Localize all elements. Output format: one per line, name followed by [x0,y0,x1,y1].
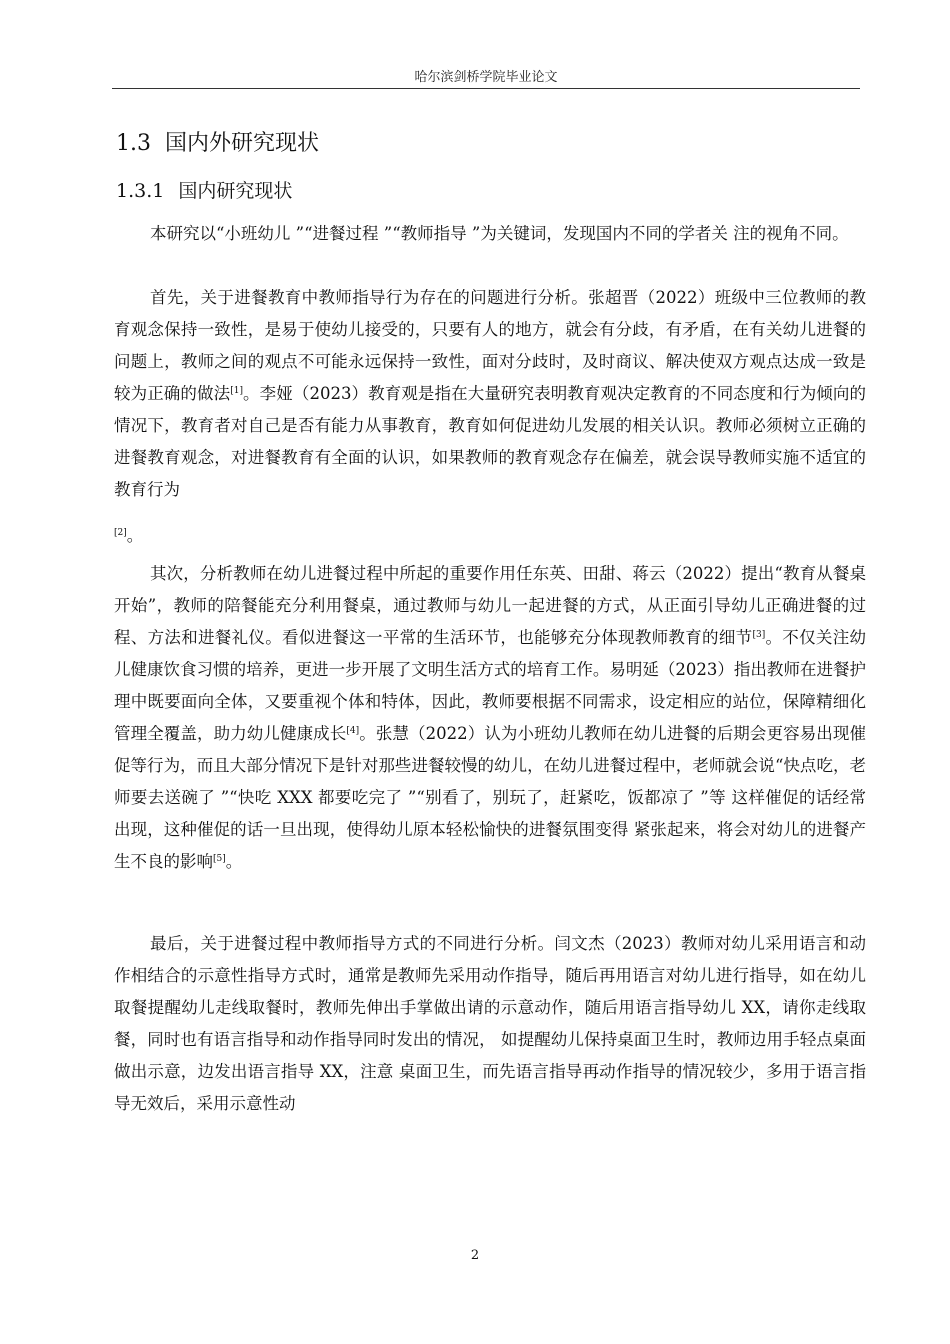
paragraph-intro [114,218,866,250]
subsection-heading [116,176,292,203]
citation-3: [3] [752,630,766,640]
paragraph-text: 。 [126,526,144,545]
page-number: 2 [470,1248,480,1263]
running-header: 哈尔滨剑桥学院毕业论文 [414,70,558,85]
paragraph-text: 。不仅关注幼儿健康饮食习惯的培养，更进一步开展了文明生活方式的培育工作。易明延（2023）指出教师在进餐护理中既要面向全体，又要重视个体和特体，因此，教师要根据不同需求，设定相应的站位，保障精细化管理全覆盖，助力幼儿健康成长 [114,628,867,743]
paragraph-first [114,282,866,506]
citation-1: [1] [230,386,243,396]
paragraph-text: 本研究以“小班幼儿 ”“进餐过程 ”“教师指导 ”为关键词，发现国内不同的学者关 注的视角不同。 [150,224,849,243]
paragraph-third [114,928,866,1120]
paragraph-text: 首先，关于进餐教育中教师指导行为存在的问题进行分析。张超晋（2022）班级中三位教师的教育观念保持一致性，是易于使幼儿接受的，只要有人的地方，就会有分歧，有矛盾，在有关幼儿进餐的问题上，教师之间的观点不可能永远保持一致性，面对分歧时，及时商议、解决使双方观点达成一致是较为正确的做法 [114,288,866,403]
citation-5: [5] [213,854,226,864]
paragraph-second [114,558,866,878]
section-heading [116,126,319,157]
subsection-number: 1.3.1 [116,180,165,202]
paragraph-first-end [114,520,866,552]
citation-4: [4] [346,726,360,736]
paragraph-text: 其次，分析教师在幼儿进餐过程中所起的重要作用任东英、田甜、蒋云（2022）提出“教育从餐桌开始”，教师的陪餐能充分利用餐桌，通过教师与幼儿一起进餐的方式，从正面引导幼儿正确进餐的过程、方法和进餐礼仪。看似进餐这一平常的生活环节，也能够充分体现教师教育的细节 [114,564,866,647]
header-rule [112,88,860,89]
section-number: 1.3 [116,131,151,156]
paragraph-text: 。李娅（2023）教育观是指在大量研究表明教育观决定教育的不同态度和行为倾向的情况下，教育者对自己是否有能力从事教育，教育如何促进幼儿发展的相关认识。教师必须树立正确的进餐教育观念，对进餐教育有全面的认识，如果教师的教育观念存在偏差，就会误导教师实施不适宜的教育行为 [114,384,867,499]
subsection-title: 国内研究现状 [178,180,293,202]
paragraph-text: 。 [225,852,243,871]
section-title: 国内外研究现状 [165,131,320,156]
paragraph-text: 。张慧（2022）认为小班幼儿教师在幼儿进餐的后期会更容易出现催促等行为，而且大部分情况下是针对那些进餐较慢的幼儿，在幼儿进餐过程中，老师就会说“快点吃，老师要去送碗了 ”“快吃 XXX 都要吃完了 ”“别看了，别玩了，赶紧吃，饭都凉了 ”等 这样催促的话经常出现，这种催促的话一旦出现，使得幼儿原本轻松愉快的进餐氛围变得 紧张起来，将会对幼儿的进餐产生不良的影响 [114,724,866,871]
citation-2: [2] [114,528,127,538]
paragraph-text: 最后，关于进餐过程中教师指导方式的不同进行分析。闫文杰（2023）教师对幼儿采用语言和动作相结合的示意性指导方式时，通常是教师先采用动作指导，随后再用语言对幼儿进行指导，如在幼儿取餐提醒幼儿走线取餐时，教师先伸出手掌做出请的示意动作，随后用语言指导幼儿 XX，请你走线取餐，同时也有语言指导和动作指导同时发出的情况， 如提醒幼儿保持桌面卫生时，教师边用手轻点桌面做出示意，边发出语言指导 XX，注意 桌面卫生，而先语言指导再动作指导的情况较少，多用于语言指导无效后，采用示意性动 [114,934,866,1113]
